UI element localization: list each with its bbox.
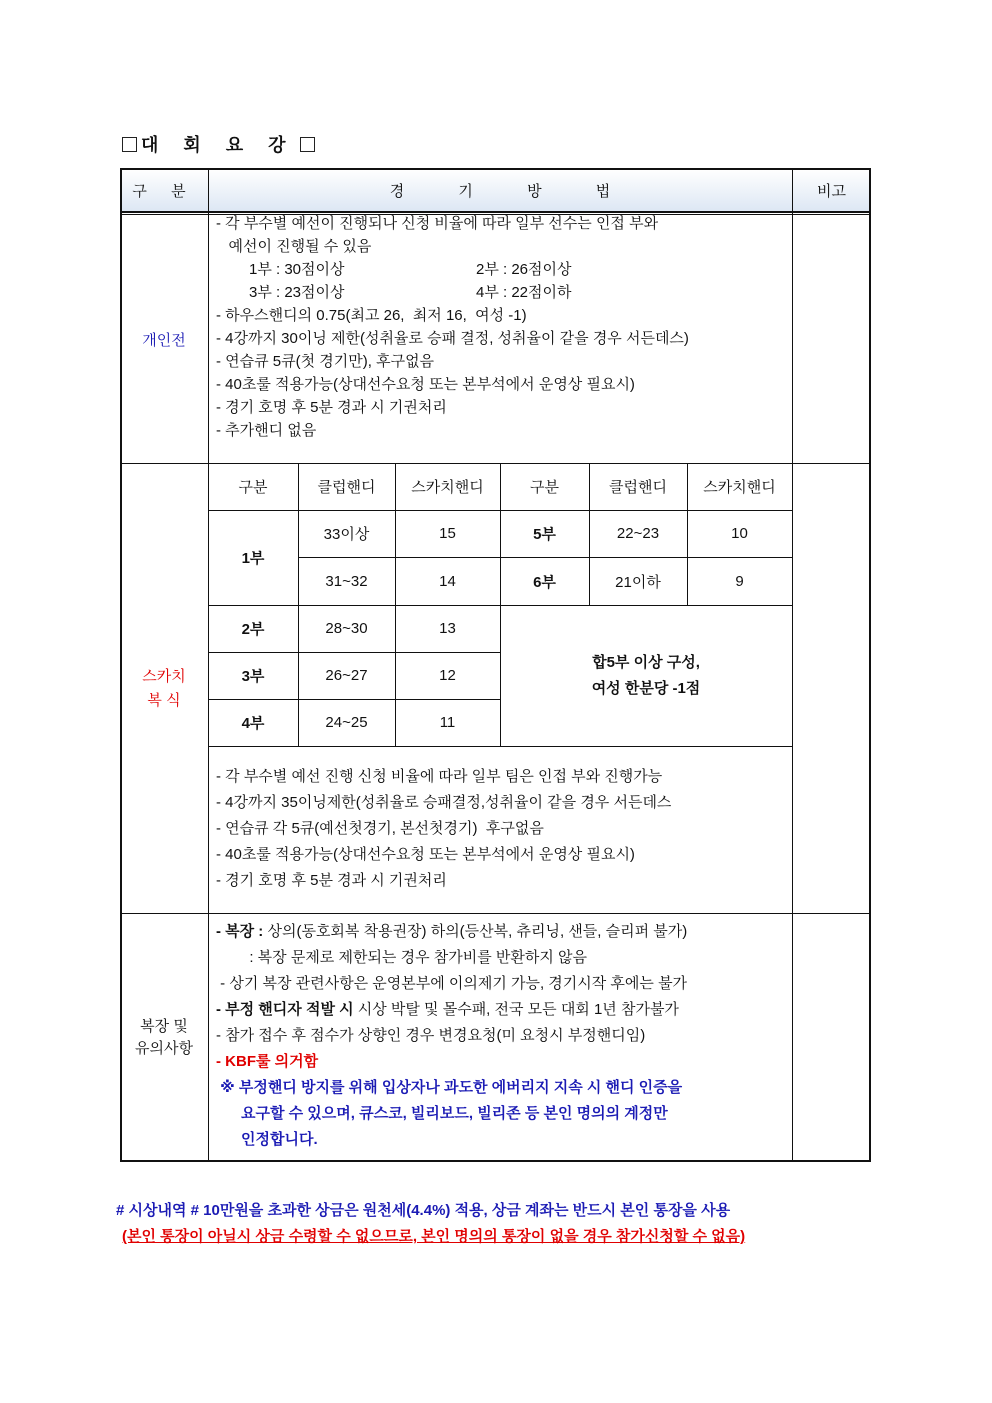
prize-warning: (본인 통장이 아닐시 상금 수령할 수 없으므로, 본인 명의의 통장이 없을 경우 참가신청할 수 없음) <box>122 1228 746 1245</box>
scotch-label-line: 복 식 <box>147 691 181 709</box>
scotch-handicap: 10 <box>731 525 748 542</box>
scotch-label <box>120 464 208 913</box>
header-remarks: 비고 <box>817 182 846 200</box>
club-handicap: 21이하 <box>615 573 661 591</box>
rule-line: - 40초룰 적용가능(상대선수요청 또는 본부석에서 운영상 필요시) <box>216 846 635 863</box>
footer <box>116 1198 976 1250</box>
rule-line: - 4강까지 30이닝 제한(성취율로 승패 결정, 성취율이 같을 경우 서든데스) <box>216 330 689 347</box>
club-handicap: 22~23 <box>616 525 660 542</box>
scotch-handicap: 14 <box>439 572 456 590</box>
club-handicap: 24~25 <box>325 714 368 731</box>
checkbox-square-icon <box>122 137 137 152</box>
scotch-rules <box>216 764 671 894</box>
division-threshold: 4부 : 22점이하 <box>476 284 572 301</box>
division-cell: 5부 <box>533 526 556 543</box>
dress-label: - 복장 : <box>216 923 264 940</box>
division-cell: 3부 <box>241 668 265 685</box>
col-header: 클럽핸디 <box>609 479 667 496</box>
header-method: 경 기 방 법 <box>389 182 611 200</box>
section-title: 대 회 요 강 <box>118 131 319 157</box>
dress-text: 상의(동호회복 착용권장) 하의(등산복, 츄리닝, 샌들, 슬리퍼 불가) <box>263 923 688 940</box>
rule-line: - 각 부수별 예선 진행 신청 비율에 따라 일부 팀은 인접 부와 진행가능 <box>216 768 663 785</box>
rule-line: 예선이 진행될 수 있음 <box>216 238 372 255</box>
club-handicap: 33이상 <box>323 526 370 543</box>
club-handicap: 28~30 <box>325 620 368 637</box>
notes-label-line: 유의사항 <box>135 1040 193 1057</box>
header-division: 구 분 <box>132 182 196 200</box>
rule-line: - 추가핸디 없음 <box>216 422 317 439</box>
rule-line: - 연습큐 각 5큐(예선첫경기, 본선첫경기) 후구없음 <box>216 820 544 837</box>
club-handicap: 26~27 <box>325 667 368 684</box>
rule-line: - 연습큐 5큐(첫 경기만), 후구없음 <box>216 353 435 370</box>
scotch-handicap: 9 <box>735 572 744 590</box>
scotch-handicap: 11 <box>439 714 456 731</box>
kbf-rule: - KBF룰 의거함 <box>216 1053 319 1070</box>
rule-line: : 복장 문제로 제한되는 경우 참가비를 반환하지 않음 <box>216 949 587 966</box>
individual-label: 개인전 <box>142 331 186 349</box>
scotch-handicap: 15 <box>439 525 456 542</box>
division-cell: 1부 <box>241 550 265 567</box>
scotch-label-line: 스카치 <box>142 667 186 685</box>
club-handicap: 31~32 <box>325 572 368 590</box>
col-header: 스카치핸디 <box>411 479 484 496</box>
warning-line: ※ 부정핸디 방지를 위해 입상자나 과도한 에버리지 지속 시 핸디 인증을 <box>216 1079 683 1096</box>
rule-line: - 경기 호명 후 5분 경과 시 기권처리 <box>216 399 447 416</box>
scotch-handicap: 13 <box>439 620 456 637</box>
col-header: 스카치핸디 <box>703 479 776 496</box>
division-cell: 6부 <box>533 573 556 591</box>
notes-label <box>120 914 208 1162</box>
col-header: 클럽핸디 <box>317 479 376 496</box>
rule-line: - 하우스핸디의 0.75(최고 26, 최저 16, 여성 -1) <box>216 307 527 324</box>
prize-note: # 시상내역 # 10만원을 초과한 상금은 원천세(4.4%) 적용, 상금 계좌는 반드시 본인 통장을 사용 <box>116 1202 731 1219</box>
division-threshold: 3부 : 23점이상 <box>249 284 345 301</box>
rule-line: - 4강까지 35이닝제한(성취율로 승패결정,성취율이 같을 경우 서든데스 <box>216 794 672 811</box>
notes-rules <box>216 919 687 1153</box>
rule-line: - 각 부수별 예선이 진행되나 신청 비율에 따라 일부 선수는 인접 부와 <box>216 215 659 232</box>
merged-note <box>500 605 792 746</box>
individual-rules <box>216 212 689 442</box>
division-cell: 4부 <box>241 715 265 732</box>
scotch-handicap: 12 <box>439 667 456 684</box>
notes-label-line: 복장 및 <box>140 1018 188 1035</box>
rule-line: - 40초룰 적용가능(상대선수요청 또는 본부석에서 운영상 필요시) <box>216 376 635 393</box>
col-header: 구분 <box>238 479 268 496</box>
division-cell: 2부 <box>241 621 265 638</box>
division-threshold: 2부 : 26점이상 <box>476 261 572 278</box>
cheat-text: 시상 박탈 및 몰수패, 전국 모든 대회 1년 참가불가 <box>353 1001 679 1018</box>
merged-note-line: 여성 한분당 -1점 <box>591 679 701 697</box>
rule-line: - 경기 호명 후 5분 경과 시 기권처리 <box>216 872 447 889</box>
col-header: 구분 <box>530 479 559 496</box>
warning-line: 요구할 수 있으며, 큐스코, 빌리보드, 빌리존 등 본인 명의의 계정만 <box>216 1105 668 1122</box>
rule-line: - 상기 복장 관련사항은 운영본부에 이의제기 가능, 경기시작 후에는 불가 <box>216 975 688 992</box>
warning-line: 인정합니다. <box>216 1131 318 1148</box>
rule-line: - 참가 접수 후 점수가 상향인 경우 변경요청(미 요청시 부정핸디임) <box>216 1027 646 1044</box>
division-threshold: 1부 : 30점이상 <box>249 261 345 278</box>
merged-note-line: 합5부 이상 구성, <box>592 653 700 671</box>
cheat-label: - 부정 핸디자 적발 시 <box>216 1001 354 1018</box>
checkbox-square-icon <box>300 137 315 152</box>
